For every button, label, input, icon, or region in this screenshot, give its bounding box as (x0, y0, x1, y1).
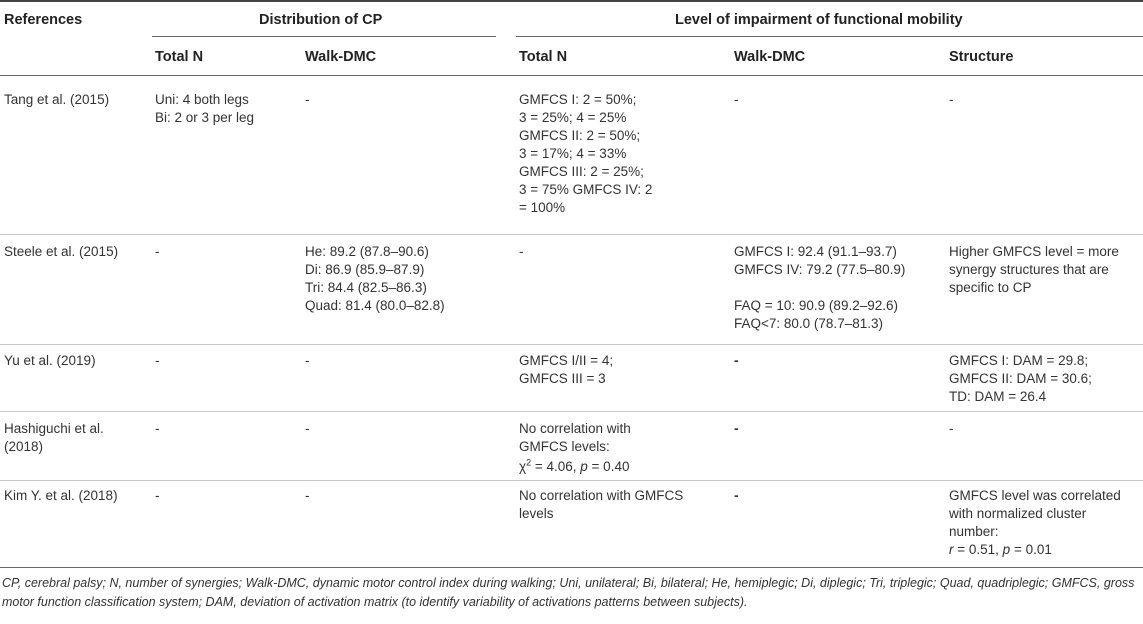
cell-line: GMFCS III: 2 = 25%; (519, 164, 644, 179)
cell-line: with normalized cluster (949, 506, 1087, 521)
p-value: = 0.40 (587, 459, 630, 474)
cell-imp-walk-dmc (734, 487, 739, 505)
group-rule-distribution (152, 36, 496, 37)
cell-line: Yu et al. (2019) (4, 353, 96, 368)
cell-imp-total-n (519, 487, 683, 523)
cell-line: GMFCS I/II = 4; (519, 353, 614, 368)
cell-line: - (949, 92, 954, 107)
r-value: = 0.51, (953, 542, 1003, 557)
cell-line: - (305, 92, 310, 107)
top-rule (0, 0, 1143, 2)
cell-line: levels (519, 506, 554, 521)
cell-line: GMFCS I: 92.4 (91.1–93.7) (734, 244, 897, 259)
cell-line: GMFCS I: DAM = 29.8; (949, 353, 1089, 368)
cell-dist-walk-dmc (305, 243, 445, 315)
cell-reference (4, 91, 109, 109)
table-footnote: CP, cerebral palsy; N, number of synergies; Walk-DMC, dynamic motor control index during walking; Uni, unilateral; Bi, bilateral; He, hemiplegic; Di, diplegic; Tri, triplegic; Quad, quadriplegic; GMFCS, gross motor function classification system; DAM, deviation of activation matrix (to identify variability of activations patterns between subjects). (2, 576, 1135, 609)
cell-line: = 100% (519, 200, 566, 215)
cell-line: Di: 86.9 (85.9–87.9) (305, 262, 425, 277)
cell-line: - (155, 353, 160, 368)
subheader-walk-dmc-impairment: Walk-DMC (734, 49, 806, 65)
correlation-stat (949, 541, 1121, 559)
cell-imp-walk-dmc (734, 420, 739, 438)
cell-reference (4, 487, 118, 505)
cell-line: - (155, 421, 160, 436)
cell-line: 3 = 17%; 4 = 33% (519, 146, 627, 161)
cell-line: No correlation with GMFCS (519, 488, 684, 503)
row-divider (0, 234, 1143, 235)
cell-line: - (734, 421, 739, 436)
cell-line: (2018) (4, 439, 44, 454)
cell-imp-structure (949, 487, 1121, 559)
row-divider (0, 344, 1143, 345)
cell-line: Steele et al. (2015) (4, 244, 119, 259)
cell-line: GMFCS levels: (519, 439, 610, 454)
cell-line: - (155, 244, 160, 259)
header-bottom-rule (0, 75, 1143, 76)
cell-line: - (305, 488, 310, 503)
cell-dist-total-n (155, 487, 160, 505)
cell-line: synergy structures that are (949, 262, 1109, 277)
cell-dist-total-n (155, 243, 160, 261)
header-references: References (4, 12, 83, 28)
cell-line: FAQ = 10: 90.9 (89.2–92.6) (734, 298, 898, 313)
cell-line: - (305, 353, 310, 368)
cell-imp-structure (949, 420, 954, 438)
cell-line: Uni: 4 both legs (155, 92, 249, 107)
cell-dist-walk-dmc (305, 352, 310, 370)
cell-line: number: (949, 524, 999, 539)
cell-imp-structure (949, 243, 1119, 297)
cell-line: Hashiguchi et al. (4, 421, 104, 436)
cell-line: Quad: 81.4 (80.0–82.8) (305, 298, 445, 313)
cell-line: GMFCS II: DAM = 30.6; (949, 371, 1092, 386)
cell-line: GMFCS III = 3 (519, 371, 606, 386)
cell-line: 3 = 25%; 4 = 25% (519, 110, 627, 125)
cell-line: - (155, 488, 160, 503)
cell-dist-total-n (155, 91, 254, 127)
cell-line: Tri: 84.4 (82.5–86.3) (305, 280, 427, 295)
subheader-total-n-distribution: Total N (155, 49, 204, 65)
cell-line: - (519, 244, 524, 259)
subheader-total-n-impairment: Total N (519, 49, 568, 65)
cell-line: GMFCS level was correlated (949, 488, 1121, 503)
cell-line: FAQ<7: 80.0 (78.7–81.3) (734, 316, 883, 331)
chi-square-stat (519, 458, 631, 476)
cell-imp-total-n (519, 352, 613, 388)
cell-imp-total-n (519, 420, 631, 476)
cell-reference (4, 243, 118, 261)
cell-dist-walk-dmc (305, 487, 310, 505)
chi-exponent: 2 (526, 457, 532, 468)
cell-imp-total-n (519, 91, 652, 217)
header-impairment: Level of impairment of functional mobility (675, 12, 963, 28)
cell-imp-structure (949, 352, 1092, 406)
p-symbol: p (580, 459, 588, 474)
group-rule-impairment (516, 36, 1143, 37)
cell-imp-walk-dmc (734, 243, 905, 333)
header-distribution: Distribution of CP (259, 12, 383, 28)
cell-line (734, 279, 905, 297)
cell-line: GMFCS IV: 79.2 (77.5–80.9) (734, 262, 906, 277)
table-bottom-rule (0, 567, 1143, 568)
cell-line: specific to CP (949, 280, 1032, 295)
row-divider (0, 411, 1143, 412)
cell-line: - (734, 92, 739, 107)
cell-line: Bi: 2 or 3 per leg (155, 110, 255, 125)
row-divider (0, 480, 1143, 481)
cell-dist-total-n (155, 420, 160, 438)
cell-imp-walk-dmc (734, 91, 739, 109)
cell-line: - (734, 353, 739, 368)
cell-imp-total-n (519, 243, 524, 261)
cell-dist-total-n (155, 352, 160, 370)
cell-line: No correlation with (519, 421, 631, 436)
p-value: = 0.01 (1010, 542, 1052, 557)
cell-line: He: 89.2 (87.8–90.6) (305, 244, 429, 259)
cell-dist-walk-dmc (305, 420, 310, 438)
cell-line: 3 = 75% GMFCS IV: 2 (519, 182, 653, 197)
cell-reference (4, 420, 104, 456)
cell-line: Tang et al. (2015) (4, 92, 110, 107)
cell-imp-walk-dmc (734, 352, 739, 370)
cell-reference (4, 352, 96, 370)
chi-equals: = 4.06, (531, 459, 581, 474)
cell-line: GMFCS II: 2 = 50%; (519, 128, 641, 143)
subheader-walk-dmc-distribution: Walk-DMC (305, 49, 377, 65)
cell-line: GMFCS I: 2 = 50%; (519, 92, 637, 107)
p-symbol: p (1002, 542, 1011, 557)
cell-line: - (949, 421, 954, 436)
cell-dist-walk-dmc (305, 91, 310, 109)
cell-line: - (305, 421, 310, 436)
chi-symbol: χ (519, 459, 527, 474)
cell-line: - (734, 488, 739, 503)
cell-line: Kim Y. et al. (2018) (4, 488, 118, 503)
cell-line: TD: DAM = 26.4 (949, 389, 1047, 404)
cell-imp-structure (949, 91, 954, 109)
cell-line: Higher GMFCS level = more (949, 244, 1119, 259)
r-symbol: r (949, 542, 954, 557)
subheader-structure: Structure (949, 49, 1014, 65)
